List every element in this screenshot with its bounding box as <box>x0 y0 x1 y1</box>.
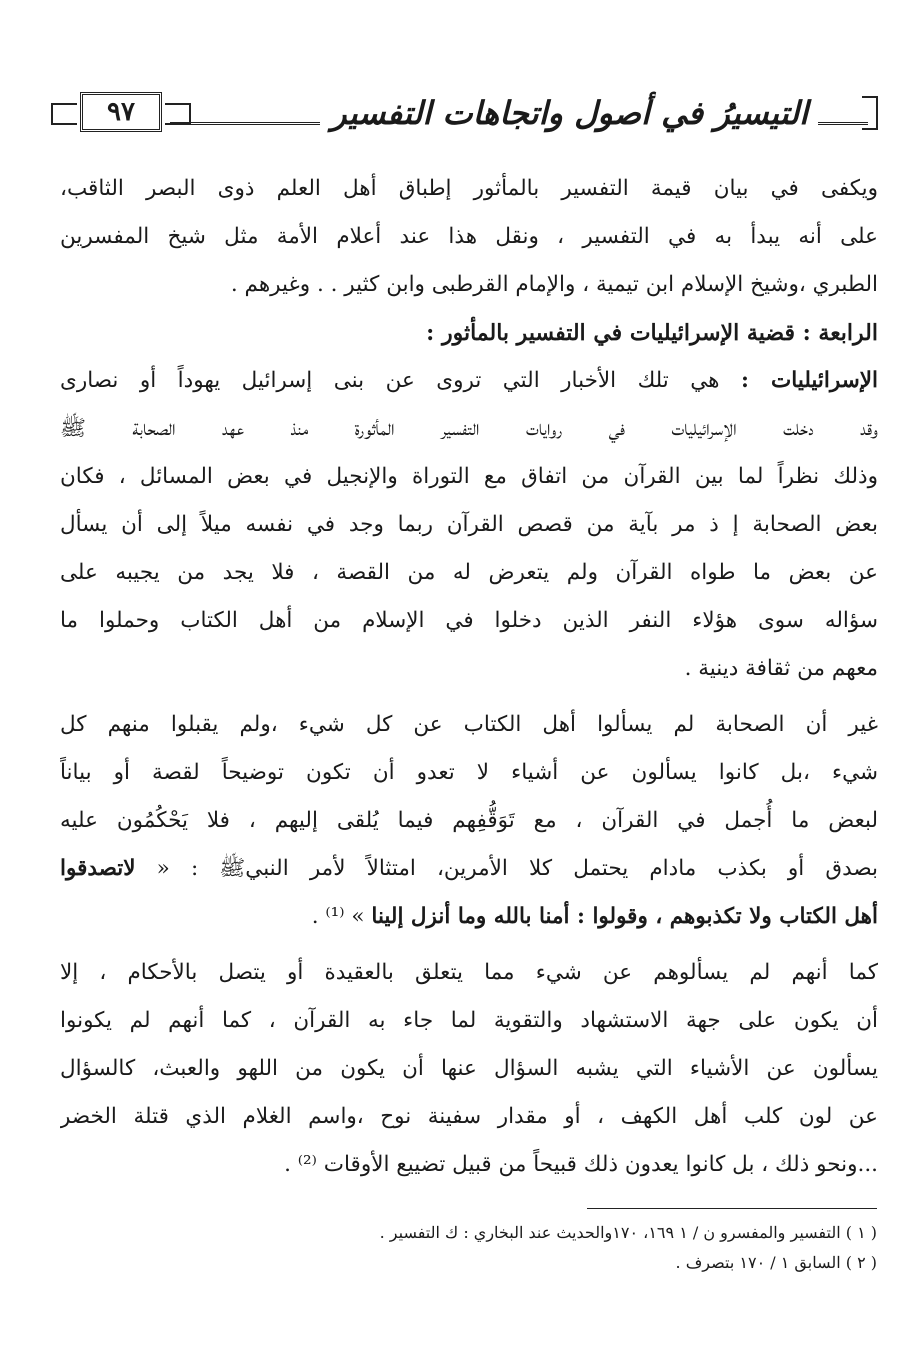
footnote: ( ١ ) التفسير والمفسرو ن / ١ ١٦٩، ١٧٠والحديث عند البخاري : ك التفسير . <box>379 1223 877 1242</box>
footnotes <box>277 1218 877 1278</box>
page-number: ٩٧ <box>80 92 162 132</box>
header-divider-right <box>818 122 868 125</box>
text-line: معهم من ثقافة دينية . <box>684 656 878 681</box>
text-line: وقد دخلت الإسرائيليات في روايات التفسير المأثورة منذ عهد الصحابة ﷺ <box>60 416 878 441</box>
defined-term: الإسرائيليات : <box>740 368 878 393</box>
text-line <box>60 845 878 893</box>
section-heading: الرابعة : قضية الإسرائيليات في التفسير بالمأثور : <box>426 320 878 346</box>
text-line: يسألون عن الأشياء التي يشبه السؤال عنها أن يكون من اللهو والعبث، كالسؤال <box>60 1056 878 1081</box>
text-line: أن يكون على جهة الاستشهاد والتقوية لما جاء به القرآن ، كما أنهم لم يكونوا <box>60 1008 878 1033</box>
footnote-divider <box>587 1208 877 1209</box>
header-ornament <box>862 96 878 130</box>
text-line <box>60 893 878 941</box>
hadith-text: أهل الكتاب ولا تكذبوهم ، وقولوا : أمنا بالله وما أنزل إلينا <box>371 904 878 929</box>
text-line: ...ونحو ذلك ، بل كانوا يعدون ذلك قبيحاً من قبيل تضييع الأوقات ⁽²⁾ . <box>284 1152 878 1177</box>
footnote-ref: » ⁽¹⁾ . <box>311 904 372 929</box>
hadith-text: لاتصدقوا <box>60 856 136 881</box>
hadith-intro: بصدق أو بكذب مادام يحتمل كلا الأمرين، امتثالاً لأمر النبيﷺ : « <box>135 856 878 881</box>
text-line: عن لون كلب أهل الكهف ، أو مقدار سفينة نوح ،واسم الغلام الذي قتلة الخضر <box>60 1104 878 1129</box>
text-line: وذلك نظراً لما بين القرآن من اتفاق مع التوراة والإنجيل في بعض المسائل ، فكان <box>60 464 878 489</box>
running-title: التيسيرُ في أصول واتجاهات التفسير <box>331 94 808 132</box>
definition-text: هي تلك الأخبار التي تروى عن بنى إسرائيل يهوداً أو نصارى <box>60 368 741 393</box>
text-line: شيء ،بل كانوا يسألون عن أشياء لا تعدو أن تكون توضيحاً لقصة أو بياناً <box>60 760 878 785</box>
text-line: على أنه يبدأ به في التفسير ، ونقل هذا عند أعلام الأمة مثل شيخ المفسرين <box>60 224 878 249</box>
text-line: سؤاله سوى هؤلاء النفر الذين دخلوا في الإسلام من أهل الكتاب وحملوا ما <box>60 608 878 633</box>
text-line: عن بعض ما طواه القرآن ولم يتعرض له من القصة ، فلا يجد من يجيبه على <box>60 560 878 585</box>
text-line <box>60 357 878 405</box>
text-line: الطبري ،وشيخ الإسلام ابن تيمية ، والإمام القرطبى وابن كثير . . وغيرهم . <box>230 272 878 297</box>
page-header <box>40 92 878 144</box>
text-line: بعض الصحابة إ ذ مر بآية من قصص القرآن ربما وجد في نفسه ميلاً إلى أن يسأل <box>60 512 878 537</box>
text-line: غير أن الصحابة لم يسألوا أهل الكتاب عن كل شيء ،ولم يقبلوا منهم كل <box>60 712 878 737</box>
header-divider <box>170 122 320 125</box>
body-text <box>60 165 878 1189</box>
footnote: ( ٢ ) السابق ١ / ١٧٠ بتصرف . <box>675 1253 877 1272</box>
text-line: كما أنهم لم يسألوهم عن شيء مما يتعلق بالعقيدة أو يتصل بالأحكام ، إلا <box>60 960 878 985</box>
text-line: لبعض ما أُجمل في القرآن ، مع تَوَقُّفِهم فيما يُلقى إليهم ، فلا يَحْكُمُون عليه <box>60 808 878 833</box>
text-line: ويكفى في بيان قيمة التفسير بالمأثور إطباق أهل العلم ذوى البصر الثاقب، <box>60 176 878 201</box>
